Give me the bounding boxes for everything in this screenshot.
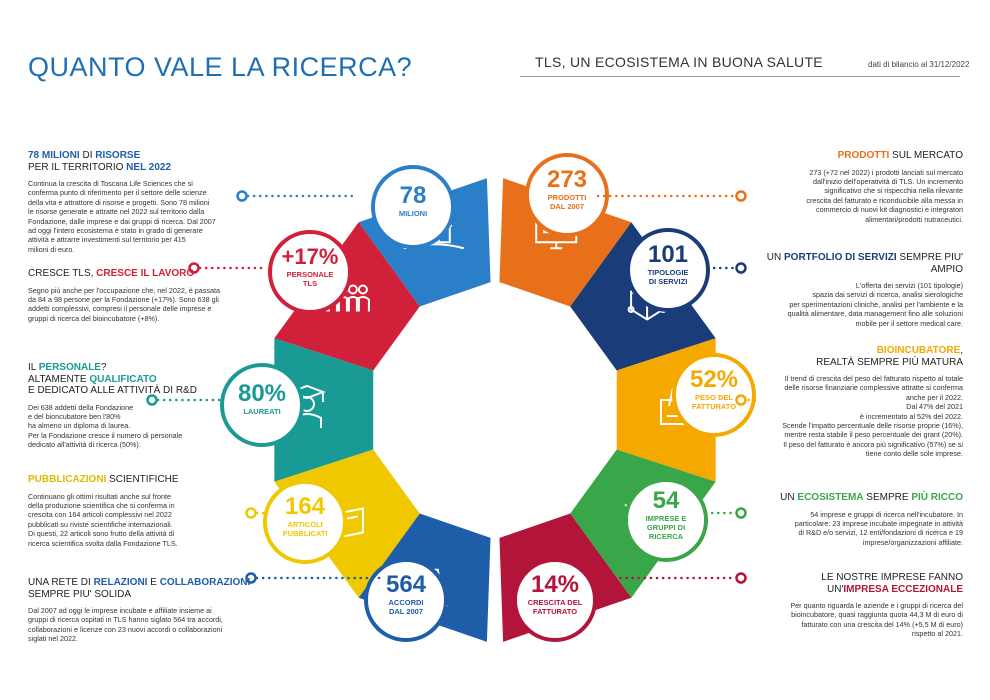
heading-part: SCIENTIFICHE: [106, 474, 179, 485]
heading-part: SUL MERCATO: [889, 150, 963, 161]
right-info-block: [735, 345, 963, 459]
badge-label: ACCORDI: [388, 598, 424, 607]
right-block-body: Il trend di crescita del peso del fatturato rispetto al totale delle risorse finanziarie complessive attratte si conferma anche per il 2022. Dal 47% del 2021 è incrementato al 52% del 2022. Scende l'impatto percentuale delle risorse proprie (16%), mentre resta stabile il peso percentuale dei grant (20%). Il peso del fatturato è ancora più significativo (57%) se si tiene conto delle sole imprese.: [782, 374, 963, 459]
badge-label: DI SERVIZI: [648, 277, 688, 286]
badge-label: PERSONALE: [286, 270, 334, 279]
left-block-body: Dal 2007 ad oggi le imprese incubate e affiliate insieme ai gruppi di ricerca ospitati in TLS hanno siglato 564 tra accordi, collaborazioni e licenze con 23 nuovi accordi o collaborazioni siglati nel 2022.: [28, 606, 223, 644]
heading-part: E DEDICATO ALLE ATTIVITÀ DI R&D: [28, 385, 197, 396]
badge-label: LAUREATI: [243, 407, 281, 416]
heading-part: ECOSISTEMA: [797, 492, 864, 503]
badge-label: RICERCA: [648, 532, 684, 541]
right-info-block: [735, 150, 963, 224]
heading-part: LE NOSTRE IMPRESE FANNO UN': [821, 572, 963, 595]
left-info-block: [28, 362, 253, 450]
badge-value: 14%: [530, 571, 580, 598]
badge-label: DAL 2007: [388, 607, 424, 616]
badge-label: FATTURATO: [691, 402, 737, 411]
badge-value: 52%: [689, 366, 739, 393]
badge-value: 54: [652, 487, 680, 514]
page-title: QUANTO VALE LA RICERCA?: [28, 52, 413, 82]
right-block-heading: [735, 572, 963, 595]
badge-label: GRUPPI DI: [646, 523, 686, 532]
right-info-block: [735, 252, 963, 328]
heading-part: RELAZIONI: [93, 577, 148, 588]
heading-part: UN: [780, 492, 798, 503]
heading-part: RISORSE: [95, 150, 141, 161]
badge-value: 164: [284, 493, 326, 520]
badge-label: DAL 2007: [549, 202, 585, 211]
heading-part: SEMPRE PIU' AMPIO: [896, 252, 963, 275]
heading-part: IMPRESA ECCEZIONALE: [843, 583, 963, 595]
left-block-body: Dei 638 addetti della Fondazione e del bioncubatore ben l'80% ha almeno un diploma di laurea. Per la Fondazione cresce il numero di personale dedicato all'attività di ricerca (50%).: [28, 402, 183, 450]
heading-part: IL: [28, 362, 39, 373]
heading-part: PIÙ RICCO: [911, 492, 963, 503]
right-block-heading: [735, 492, 963, 504]
right-block-body: 273 (+72 nel 2022) i prodotti lanciati sul mercato dall'inizio dell'operatività di TLS. Un incremento significativo che si rispecchia nella rilevante crescita del fatturato e riconducibile alla messa in commercio di nuovi kit diagnostici e integratori alimentari/prodotti nutraceutici.: [806, 167, 963, 224]
heading-part: BIOINCUBATORE: [876, 345, 961, 356]
right-block-heading: [735, 252, 963, 275]
left-block-heading: [28, 150, 253, 173]
badge-label: PRODOTTI: [547, 193, 587, 202]
heading-part: PER IL TERRITORIO: [28, 161, 124, 173]
heading-part: SEMPRE: [863, 492, 912, 503]
right-block-body: 54 imprese e gruppi di ricerca nell'incubatore. In particolare: 23 imprese incubate impegnate in attività di R&D e/o servizi, 12 enti/fondazioni di ricerca e 19 imprese/organizzazioni affiliate.: [794, 509, 963, 547]
heading-part: ? ALTAMENTE: [28, 362, 107, 385]
left-info-block: [28, 577, 253, 644]
right-info-block: [735, 572, 963, 639]
left-block-body: Continuano gli ottimi risultati anche sul fronte della produzione scientifica che si conferma in crescita con 164 articoli complessivi nel 2022 pubblicati su riviste scientifiche internazionali. Di questi, 22 articoli sono frutto della attività di ricerca scientifica svolta dalla Fondazione TLS.: [28, 491, 178, 548]
badge-label: FATTURATO: [532, 607, 578, 616]
heading-part: CRESCE IL LAVORO: [96, 268, 195, 279]
heading-part: PORTFOLIO DI SERVIZI: [784, 252, 897, 263]
badge-value: +17%: [281, 244, 339, 269]
badge-value: 273: [546, 166, 588, 193]
badge-value: 80%: [237, 380, 287, 407]
badge-value: 564: [385, 571, 427, 598]
left-info-block: [28, 474, 253, 548]
left-block-body: Segno più anche per l'occupazione che, nel 2022, è passata da 84 a 98 persone per la Fondazione (+17%). Sono 638 gli addetti complessivi, compresi il personale delle imprese e gruppi di ricerca del bioincubatore (+8%).: [28, 285, 220, 323]
badge-label: TLS: [302, 279, 318, 288]
heading-part: PUBBLICAZIONI: [28, 474, 107, 485]
right-block-heading: [735, 150, 963, 162]
left-block-body: Continua la crescita di Toscana Life Sciences che si conferma punto di riferimento per il settore delle scienze della vita e attrattore di risorse e progetti. Sono 78 milioni le risorse generate e attratte nel 2022 sul territorio dalla Fondazione, dalle imprese e dai gruppi di ricerca. Dal 2007 ad oggi l'intero ecosistema è stato in grado di generare attività e attrarre investimenti sul territorio per 415 milioni di euro.: [28, 179, 216, 254]
left-info-block: [28, 268, 253, 323]
heading-part: COLLABORAZIONI: [159, 577, 251, 588]
heading-part: DI: [79, 150, 96, 161]
heading-part: QUALIFICATO: [89, 373, 157, 385]
heading-part: UNA RETE DI: [28, 577, 94, 588]
heading-part: NEL 2022: [126, 161, 172, 173]
left-block-heading: [28, 268, 253, 280]
left-block-heading: [28, 362, 253, 397]
right-info-block: [735, 492, 963, 547]
heading-part: , REALTÀ SEMPRE PIÙ MATURA: [816, 345, 963, 368]
heading-part: CRESCE TLS,: [28, 268, 97, 279]
heading-part: 78 MILIONI: [28, 150, 80, 161]
right-block-heading: [735, 345, 963, 368]
page-subtitle: TLS, UN ECOSISTEMA IN BUONA SALUTE: [535, 54, 823, 70]
left-info-block: [28, 150, 253, 254]
heading-part: UN: [766, 252, 785, 263]
left-block-heading: [28, 474, 253, 486]
heading-part: E: [147, 577, 160, 588]
badge-value: 101: [647, 241, 689, 268]
badge-label: CRESCITA DEL: [527, 598, 583, 607]
badge-label: PUBBLICATI: [282, 529, 328, 538]
right-block-body: L'offerta dei servizi (101 tipologie) spazia dai servizi di ricerca, analisi sierologiche per sperimentazioni cliniche, analisi per l'ambiente e la qualità alimentare, data management fino alle soluzioni mobile per il settore medical care.: [787, 281, 963, 328]
badge-label: TIPOLOGIE: [647, 268, 689, 277]
badge-label: IMPRESE E: [645, 514, 687, 523]
badge-label: PESO DEL: [695, 393, 733, 402]
heading-part: SEMPRE PIU' SOLIDA: [28, 588, 132, 600]
heading-part: PRODOTTI: [837, 150, 890, 161]
right-block-body: Per quanto riguarda le aziende e i gruppi di ricerca del bioincubatore, quasi raggiunta quota 44,3 M di euro di fatturato con una crescita del 14% (+5,5 M di euro) rispetto al 2021.: [790, 601, 963, 639]
left-block-heading: [28, 577, 253, 600]
badge-label: MILIONI: [398, 209, 428, 218]
badge-value: 78: [399, 182, 427, 209]
heading-part: PERSONALE: [38, 362, 101, 373]
badge-label: ARTICOLI: [287, 520, 323, 529]
date-note: dati di bilancio al 31/12/2022: [868, 60, 970, 69]
